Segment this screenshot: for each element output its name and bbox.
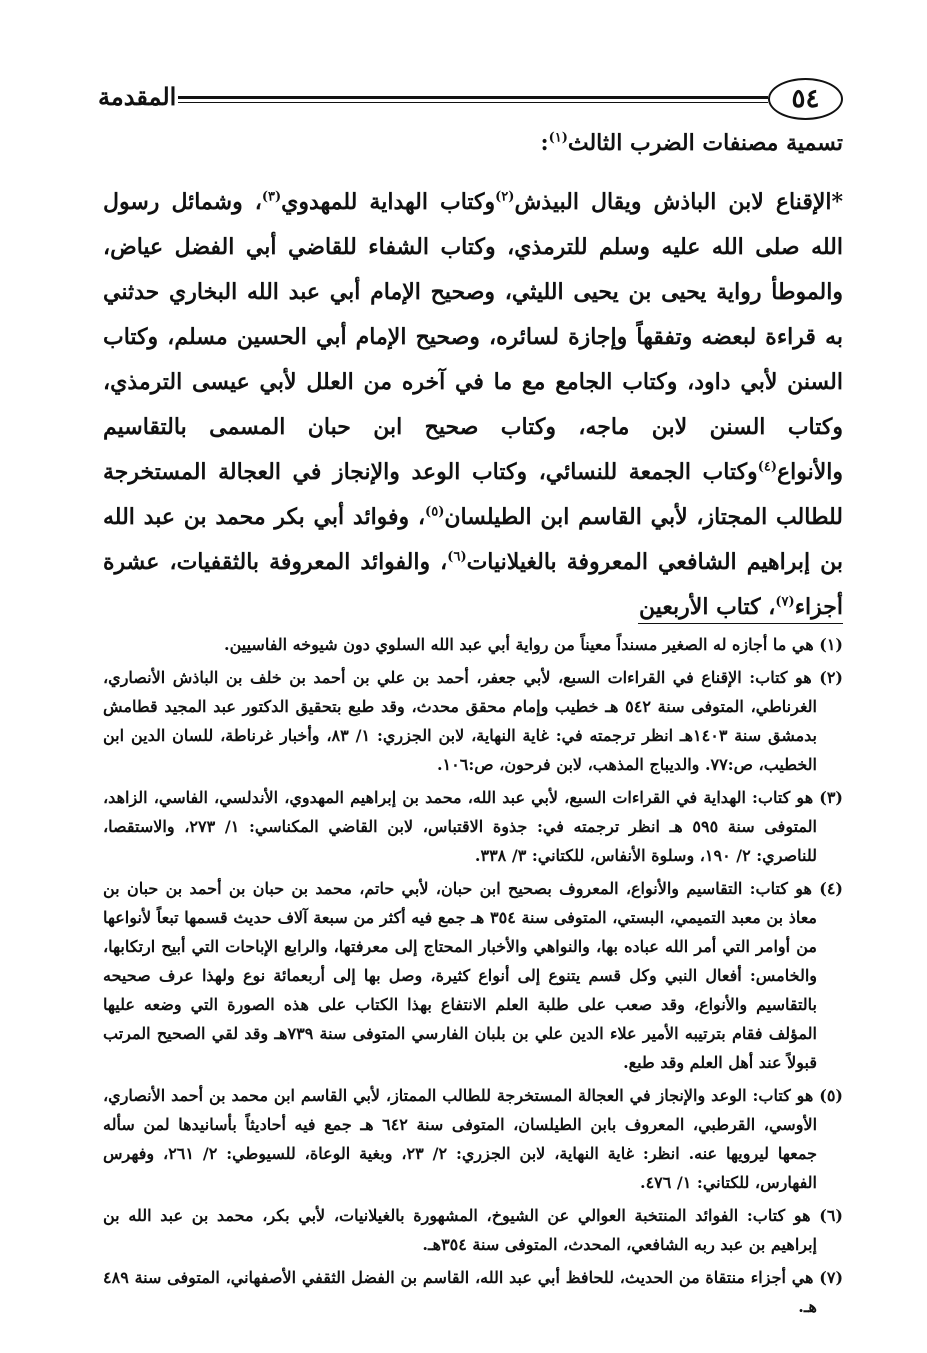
main-text-segment: ، وشمائل رسول الله صلى الله عليه وسلم للترمذي، وكتاب الشفاء للقاضي أبي الفضل عياض، والموطأ رواية يحيى بن يحيى الليثي، وصحيح الإمام أبي عبد الله البخاري حدثني به قراءة لبعضه وتفقهاً وإجازة لسائره، وصحيح الإمام أبي الحسين مسلم، وكتاب السنن لأبي داود، وكتاب الجامع مع ما في آخره من العلل لأبي عيسى الترمذي، وكتاب السنن لابن ماجه، وكتاب صحيح ابن حبان المسمى بالتقاسيم والأنواع bbox=[103, 189, 843, 485]
footnote-ref-3: (٣) bbox=[261, 189, 282, 205]
footnote-ref-7: (٧) bbox=[775, 594, 795, 610]
section-heading-colon: : bbox=[540, 130, 549, 156]
footnote-5: (٥) هو كتاب: الوعد والإنجاز في العجالة المستخرجة للطالب الممتاز، لأبي القاسم ابن محمد بن أحمد الأنصاري، الأوسي، القرطبي، المعروف بابن الطيلسان، المتوفى سنة ٦٤٢ هـ جمع فيه أحاديثاً بأسانيدها لمن سأله جمعها ليرويها عنه. انظر: غاية النهاية، لابن الجزري: ٢/ ٢٣، وبغية الوعاة، للسيوطي: ٢/ ٢٦١، وفهرس الفهارس، للكتاني: ١/ ٤٧٦. bbox=[103, 1086, 843, 1192]
main-paragraph bbox=[103, 180, 843, 630]
page-header bbox=[98, 78, 843, 128]
footnote-ref-6: (٦) bbox=[447, 549, 467, 565]
footnote-ref-2: (٢) bbox=[495, 189, 515, 205]
header-rule-thin bbox=[178, 102, 768, 103]
footnotes bbox=[103, 630, 843, 1325]
footnote-ref-5: (٥) bbox=[425, 504, 445, 520]
main-text-segment: وكتاب الهداية للمهدوي bbox=[281, 189, 496, 215]
footnote-2: (٢) هو كتاب: الإقناع في القراءات السبع، لأبي جعفر، أحمد بن علي بن أحمد بن خلف بن الباذش الأنصاري، الغرناطي، المتوفى سنة ٥٤٢ هـ خطيب وإمام محقق محدث، وقد طبع بتحقيق الدكتور عبد المجيد قطامش بدمشق سنة ١٤٠٣هـ انظر ترجمته في: غاية النهاية، لابن الجزري: ١/ ٨٣، وأخبار غرناطة، للسان الدين ابن الخطيب، ص:٧٧. والديباج المذهب، لابن فرحون، ص:١٠٦. bbox=[103, 668, 843, 774]
main-text-segment: وكتاب الجمعة للنسائي، وكتاب الوعد والإنجاز في العجالة المستخرجة للطالب المجتاز، لأبي القاسم ابن الطيلسان bbox=[103, 459, 843, 530]
main-text bbox=[103, 180, 843, 630]
header-rule bbox=[178, 96, 768, 99]
footnote-4: (٤) هو كتاب: التقاسيم والأنواع، المعروف بصحيح ابن حبان، لأبي حاتم، محمد بن حبان بن أحمد بن حبان بن معاذ بن معبد التميمي، البستي، المتوفى سنة ٣٥٤ هـ جمع فيه أكثر من سبعة آلاف حديث قسمها تبعاً لأنواعها من أوامر التي أمر الله عباده بها، والنواهي والأخبار المحتاج إلى معرفتها، والرابع الإباحات التي أبيح ارتكابها، والخامس: أفعال النبي وكل قسم يتنوع إلى أنواع كثيرة، وصل بها إلى أربعمائة نوع ولهذا عرف صحيحه بالتقاسيم والأنواع، وقد صعب على طلبة العلم الانتفاع بهذا الكتاب على هذه الصورة التي وضعه عليها المؤلف فقام بترتيبه الأمير علاء الدين علي بن بلبان الفارسي المتوفى سنة ٧٣٩هـ وقد لقي الصحيح المرتب قبولاً عند أهل العلم وقد طبع. bbox=[103, 879, 843, 1072]
section-heading bbox=[540, 130, 843, 156]
main-text-segment: *الإقناع لابن الباذش ويقال البيذش bbox=[514, 189, 844, 215]
section-heading-text: تسمية مصنفات الضرب الثالث bbox=[567, 130, 843, 156]
footnote-3: (٣) هو كتاب: الهداية في القراءات السبع، لأبي عبد الله، محمد بن إبراهيم المهدوي، الأندلسي، الفاسي، الزاهد، المتوفى سنة ٥٩٥ هـ انظر ترجمته في: جذوة الاقتباس، لابن القاضي المكناسي: ١/ ٢٧٣، والاستقصا، للناصري: ٢/ ١٩٠، وسلوة الأنفاس، للكتاني: ٣/ ٣٣٨. bbox=[103, 788, 843, 865]
footnote-ref-1: (١) bbox=[548, 130, 568, 146]
running-title: المقدمة bbox=[98, 82, 177, 111]
main-text-segment: ، كتاب الأربعين bbox=[639, 594, 776, 620]
footnote-1: (١) هي ما أجازه له الصغير مسنداً معيناً من رواية أبي عبد الله السلوي دون شيوخه الفاسيين. bbox=[224, 635, 843, 654]
footnote-ref-4: (٤) bbox=[757, 459, 777, 475]
footnote-divider bbox=[638, 623, 843, 624]
main-text-segment: ، والفوائد المعروفة بالثقفيات، عشرة أجزاء bbox=[103, 549, 843, 620]
page-number: ٥٤ bbox=[768, 78, 843, 120]
main-text-segment: ، وفوائد أبي بكر محمد بن عبد الله بن إبراهيم الشافعي المعروفة بالغيلانيات bbox=[103, 504, 843, 575]
footnote-7: (٧) هي أجزاء منتقاة من الحديث، للحافظ أبي عبد الله، القاسم بن الفضل الثقفي الأصفهاني، المتوفى سنة ٤٨٩ هـ. bbox=[103, 1268, 844, 1316]
footnote-6: (٦) هو كتاب: الفوائد المنتخبة العوالي عن الشيوخ، المشهورة بالغيلانيات، لأبي بكر، محمد بن عبد الله بن إبراهيم بن عبد ربه الشافعي، المحدث، المتوفى سنة ٣٥٤هـ. bbox=[103, 1206, 843, 1254]
